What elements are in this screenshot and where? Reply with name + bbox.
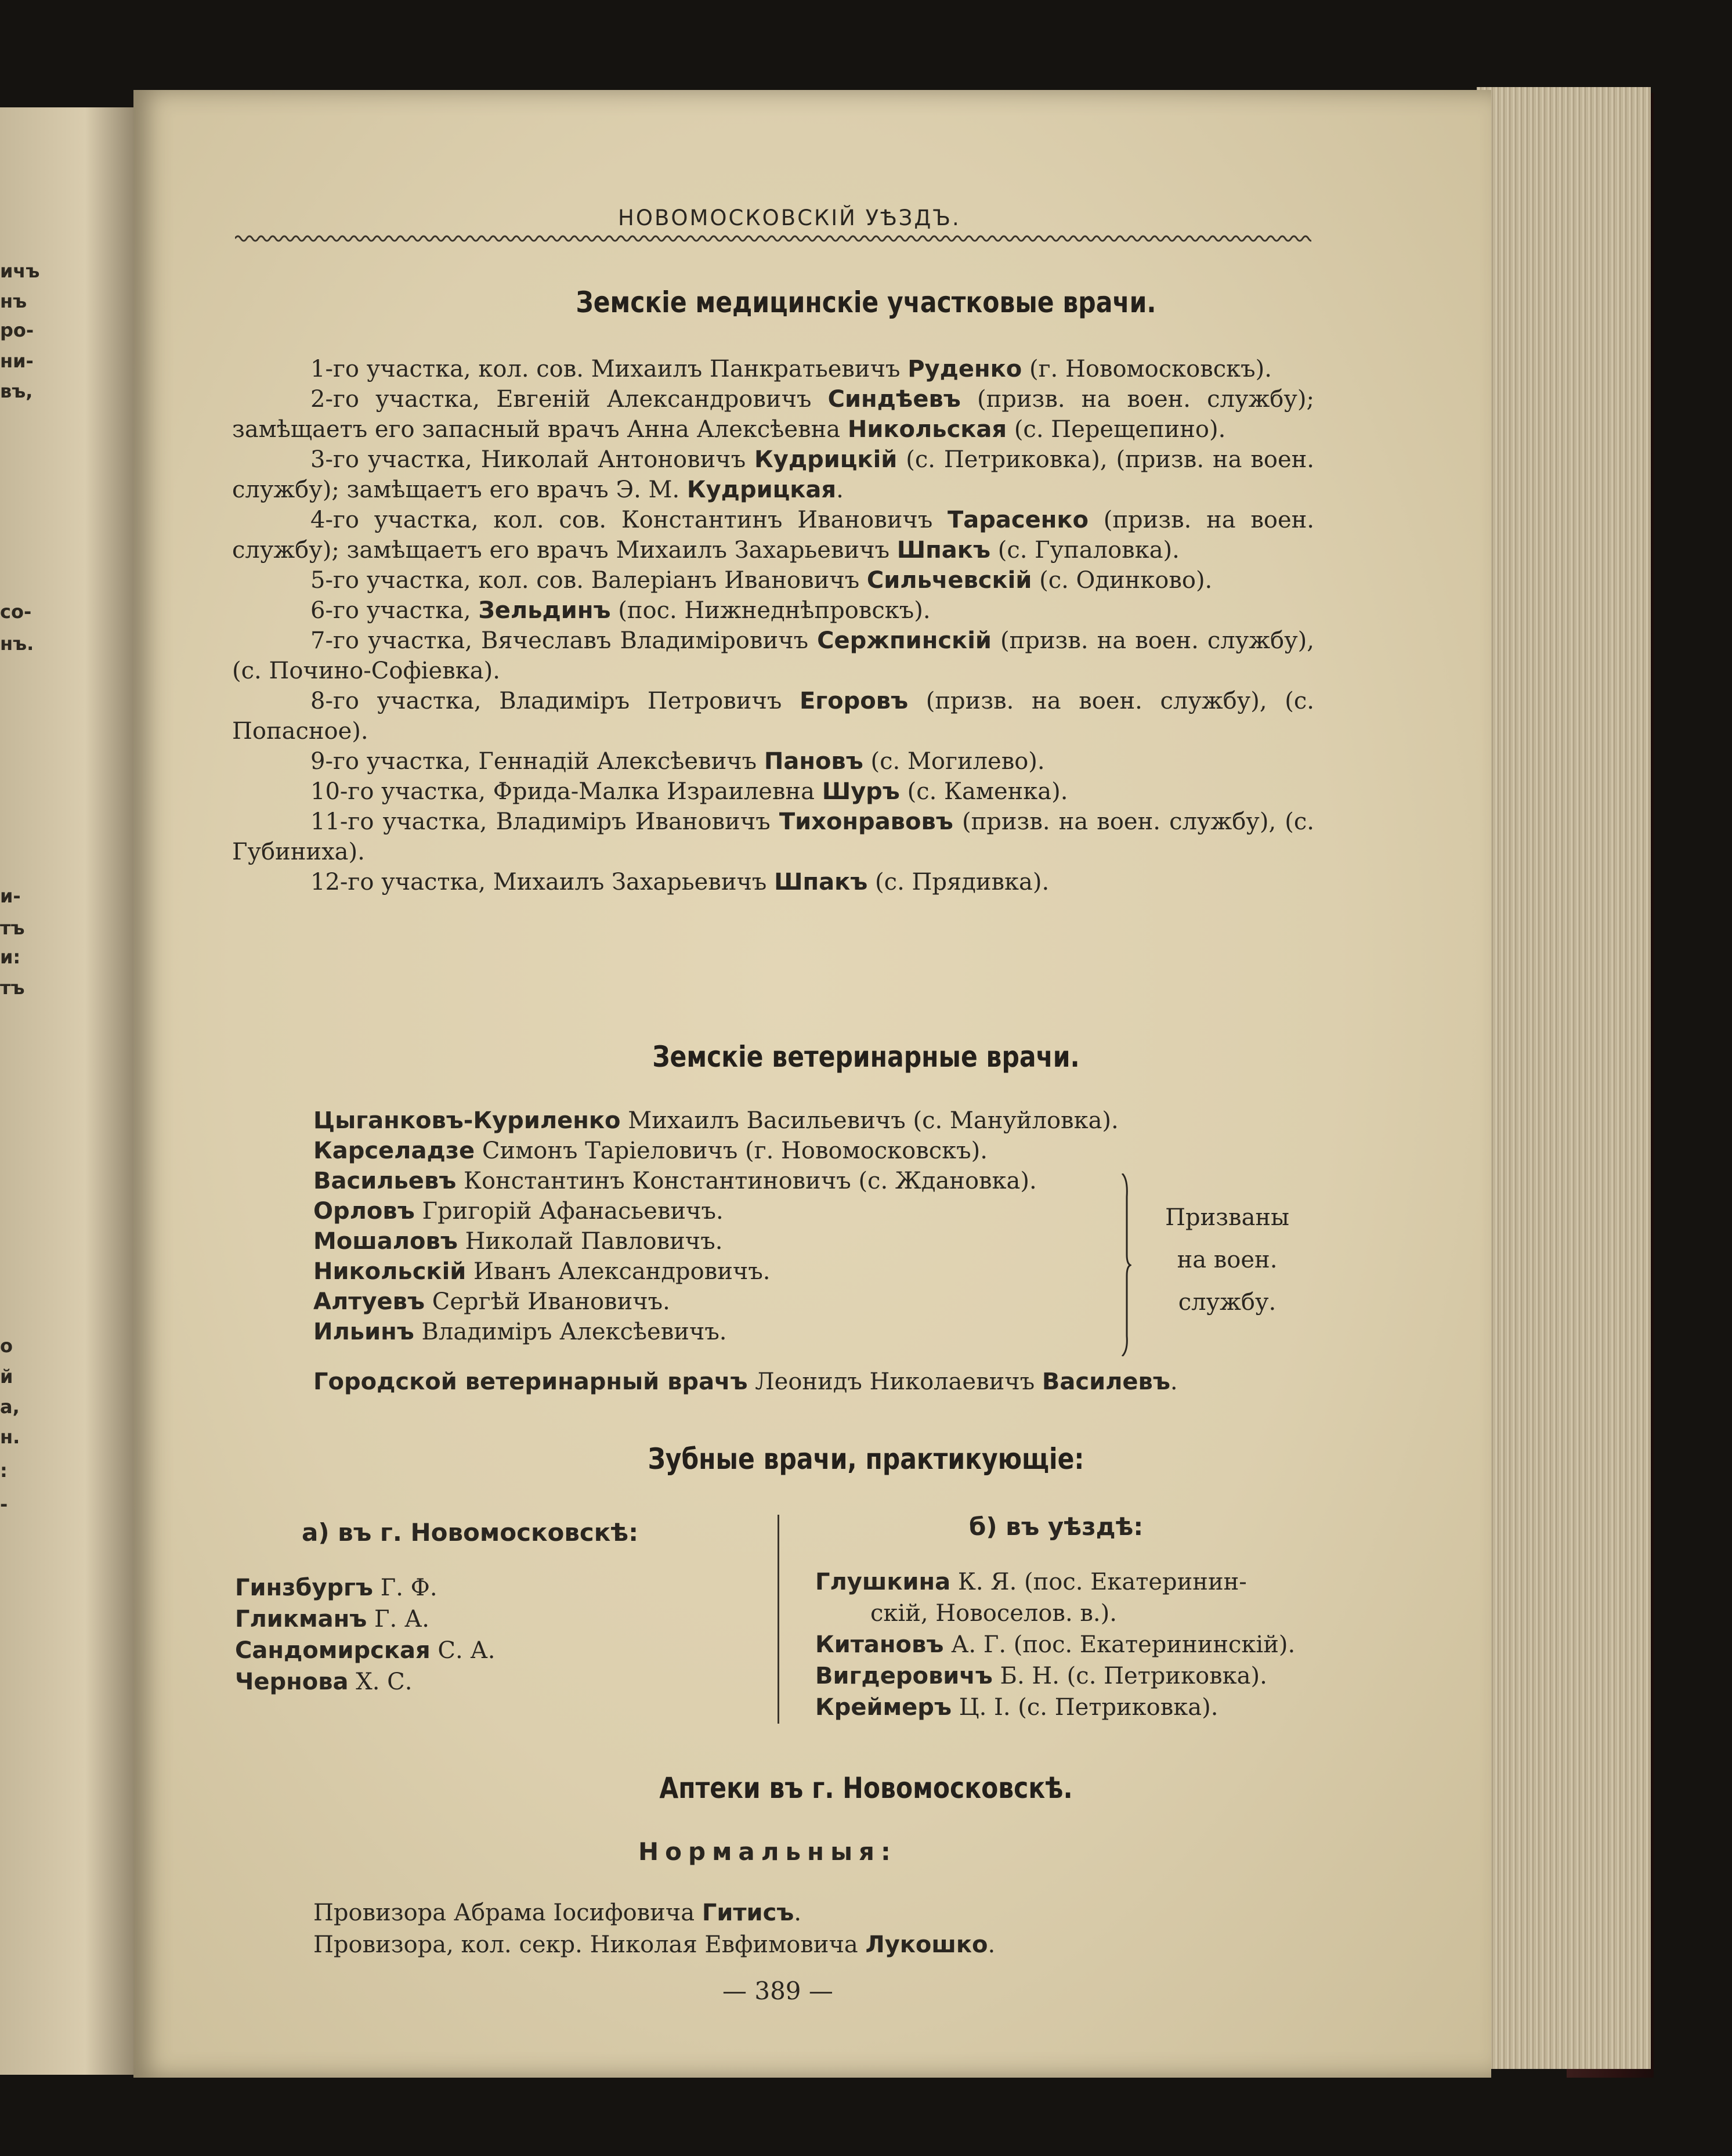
brace [1120,1173,1131,1356]
brace-note-line: службу. [1178,1289,1277,1316]
fragment: а, [0,1396,20,1418]
list-item: Креймеръ Ц. І. (с. Петриковка). [815,1694,1218,1721]
list-item: 2-го участка, Евгеній Александровичъ Синдѣевъ (призв. на воен. службу); замѣщаетъ его запасный врачъ Анна Алексѣевна Никольская (с. Перещепино). [232,386,1314,443]
fragment: ичъ [0,260,40,282]
fragment: о [0,1335,13,1357]
fragment: ни- [0,350,34,372]
list-item: 7-го участка, Вячеславъ Владиміровичъ Сержпинскій (призв. на воен. службу), (с. Почино-Софіевка). [232,627,1314,684]
fragment: нъ. [0,633,34,655]
fragment: й [0,1366,13,1388]
list-item: 4-го участка, кол. сов. Константинъ Ивановичъ Тарасенко (призв. на воен. службу); замѣщаетъ его врачъ Михаилъ Захарьевичъ Шпакъ (с. Гупаловка). [232,507,1314,564]
fragment: тъ [0,977,25,999]
list-item: Сандомирская С. А. [235,1637,496,1664]
section-title-dentists: Зубные врачи, практикующіе: [648,1442,1084,1476]
fragment: и- [0,885,21,907]
dentists-district-list [815,1567,1295,1724]
list-item: Китановъ А. Г. (пос. Екатерининскій). [815,1631,1296,1658]
list-item: Васильевъ Константинъ Константиновичъ (с. Ждановка). [313,1168,1037,1194]
section-title-veterinary: Земскіе ветеринарные врачи. [652,1040,1080,1074]
list-item: Вигдеровичъ Б. Н. (с. Петриковка). [815,1663,1267,1689]
list-item: 1-го участка, кол. сов. Михаилъ Панкратьевичъ Руденко (г. Новомосковскъ). [310,356,1272,382]
list-item: Алтуевъ Сергѣй Ивановичъ. [313,1288,670,1315]
veterinary-list [313,1106,1242,1347]
list-item: 3-го участка, Николай Антоновичъ Кудрицкій (с. Петриковка), (призв. на воен. службу); замѣщаетъ его врачъ Э. М. Кудрицкая. [232,446,1314,503]
fragment: : [0,1460,8,1482]
dentists-district-heading: б) въ уѣздѣ: [969,1512,1144,1541]
list-item: Гинзбургъ Г. Ф. [235,1574,437,1601]
list-item: Провизора, кол. секр. Николая Евфимовича Лукошко. [313,1931,996,1958]
section-title-medical: Земскіе медицинскіе участковые врачи. [576,286,1156,319]
list-item-continuation: скій, Новоселов. в.). [870,1600,1117,1627]
brace-note-line: Призваны [1165,1204,1289,1231]
fragment: тъ [0,917,25,939]
page-number: — 389 — [722,1977,833,2005]
city-veterinarian: Городской ветеринарный врачъ Леонидъ Николаевичъ Василевъ. [313,1368,1178,1395]
list-item: Цыганковъ-Куриленко Михаилъ Васильевичъ (с. Мануйловка). [313,1107,1119,1134]
fragment: - [0,1493,8,1515]
fragment: н. [0,1426,20,1448]
fragment: и: [0,946,21,968]
dentists-city-heading: а) въ г. Новомосковскѣ: [302,1518,639,1547]
pharmacies-subtitle: Нормальныя: [638,1837,897,1866]
pharmacies-list [313,1898,995,1962]
fragment: со- [0,601,32,623]
header-rule [235,232,1311,245]
list-item: 10-го участка, Фрида-Малка Израилевна Шуръ (с. Каменка). [310,778,1068,805]
medical-doctors-list [232,354,1314,897]
list-item: Ильинъ Владиміръ Алексѣевичъ. [313,1319,727,1345]
list-item: 5-го участка, кол. сов. Валеріанъ Ивановичъ Сильчевскій (с. Одинково). [310,567,1213,594]
running-header: НОВОМОСКОВСКІЙ УѢЗДЪ. [618,205,961,230]
fragment: нъ [0,290,27,312]
list-item: 9-го участка, Геннадій Алексѣевичъ Пановъ (с. Могилево). [310,748,1045,775]
fragment: ро- [0,319,34,341]
list-item: 6-го участка, Зельдинъ (пос. Нижнеднѣпровскъ). [310,597,931,624]
list-item: 11-го участка, Владиміръ Ивановичъ Тихонравовъ (призв. на воен. службу), (с. Губиниха). [232,808,1314,865]
section-title-pharmacies: Аптеки въ г. Новомосковскѣ. [659,1771,1073,1805]
list-item: Гликманъ Г. А. [235,1606,429,1633]
list-item: Орловъ Григорій Афанасьевичъ. [313,1198,724,1225]
list-item: Провизора Абрама Іосифовича Гитисъ. [313,1899,802,1926]
list-item: Глушкина К. Я. (пос. Екатеринин- [815,1569,1247,1595]
fragment: въ, [0,380,33,402]
column-divider [778,1515,779,1724]
list-item: Никольскій Иванъ Александровичъ. [313,1258,771,1285]
list-item: Чернова Х. С. [235,1669,413,1695]
list-item: Мошаловъ Николай Павловичъ. [313,1228,723,1255]
list-item: 12-го участка, Михаилъ Захарьевичъ Шпакъ (с. Прядивка). [310,869,1050,895]
dentists-city-list [235,1573,495,1698]
brace-note-line: на воен. [1177,1247,1278,1273]
list-item: 8-го участка, Владиміръ Петровичъ Егоровъ (призв. на воен. службу), (с. Попасное). [232,688,1314,745]
list-item: Карселадзе Симонъ Таріеловичъ (г. Новомосковскъ). [313,1137,988,1164]
